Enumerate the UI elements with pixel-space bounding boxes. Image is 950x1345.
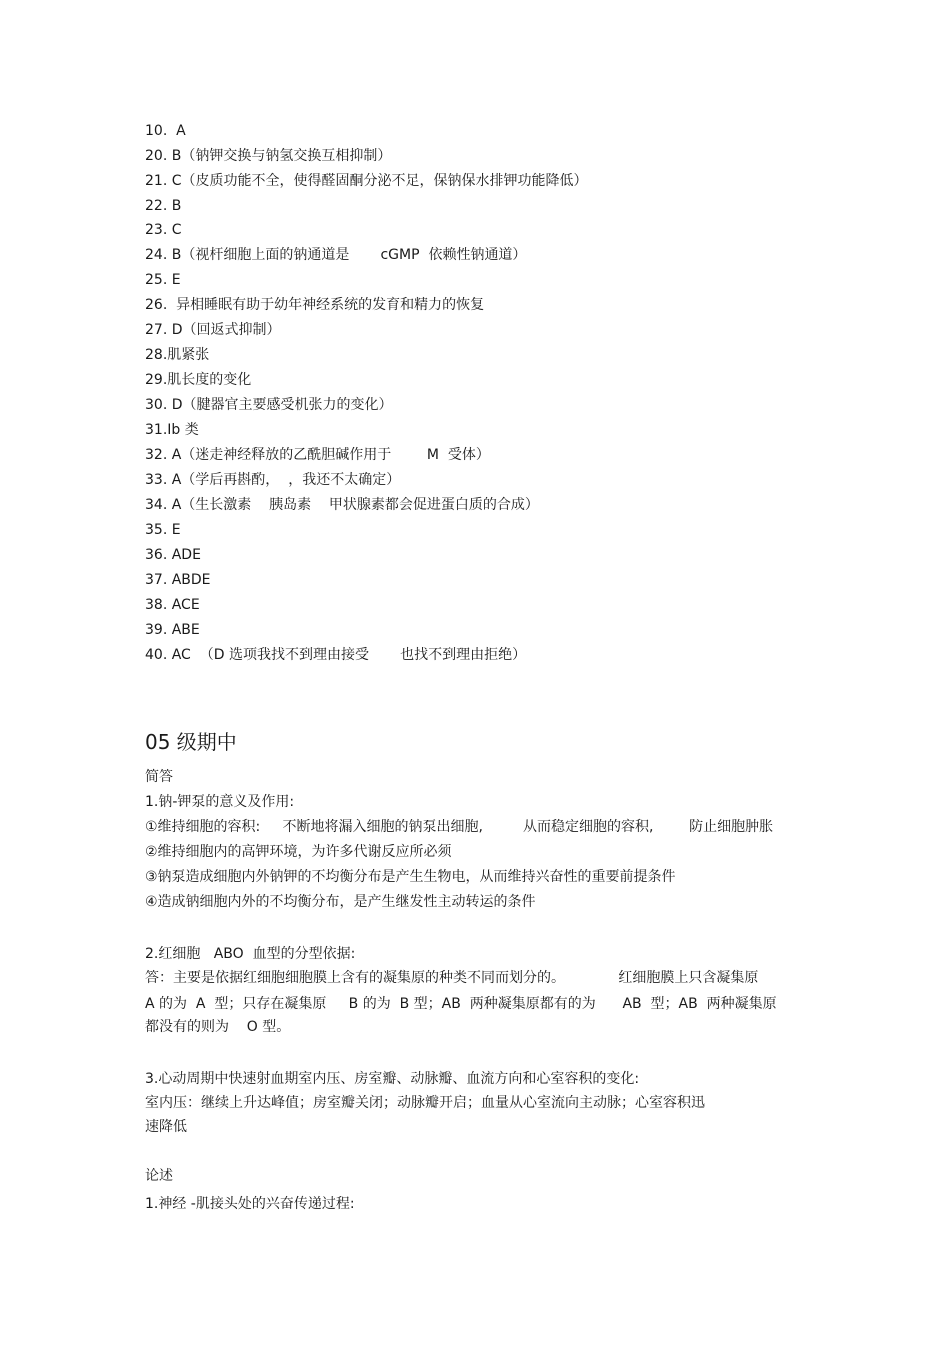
answer-line: 26. 异相睡眠有助于幼年神经系统的发育和精力的恢复 (145, 297, 485, 313)
answer-item: ②维持细胞内的高钾环境，为许多代谢反应所必须 (145, 844, 452, 860)
question-title: 1.神经 -肌接头处的兴奋传递过程: (145, 1196, 355, 1212)
answer-line: 23. C (145, 222, 182, 238)
answer-text: A 的为 A 型；只存在凝集原 B 的为 B 型；AB 两种凝集原都有的为 AB 型；AB 两种凝集原 (145, 996, 777, 1012)
answer-line: 25. E (145, 272, 181, 288)
answer-line: 34. A（生长激素 胰岛素 甲状腺素都会促进蛋白质的合成） (145, 497, 539, 513)
answer-item: ④造成钠细胞内外的不均衡分布，是产生继发性主动转运的条件 (145, 894, 536, 910)
question-title: 1.钠-钾泵的意义及作用: (145, 794, 295, 810)
answer-line: 20. B（钠钾交换与钠氢交换互相抑制） (145, 148, 392, 164)
answer-line: 10. A (145, 123, 186, 139)
question-title: 2.红细胞 ABO 血型的分型依据: (145, 946, 356, 962)
answer-line: 32. A（迷走神经释放的乙酰胆碱作用于 M 受体） (145, 447, 490, 463)
answer-line: 30. D（腱器官主要感受机张力的变化） (145, 397, 393, 413)
answer-line: 35. E (145, 522, 181, 538)
answer-item: ①维持细胞的容积: 不断地将漏入细胞的钠泵出细胞, 从而稳定细胞的容积, 防止细胞肿胀 (145, 819, 774, 835)
answer-line: 24. B（视杆细胞上面的钠通道是 cGMP 依赖性钠通道） (145, 247, 527, 263)
question-title: 3.心动周期中快速射血期室内压、房室瓣、动脉瓣、血流方向和心室容积的变化: (145, 1071, 640, 1087)
answer-line: 27. D（回返式抑制） (145, 322, 281, 338)
answer-text: 速降低 (145, 1119, 187, 1135)
section-title: 05 级期中 (145, 730, 237, 754)
essay-label: 论述 (145, 1168, 173, 1184)
answer-text: 都没有的则为 O 型。 (145, 1019, 291, 1035)
answer-line: 39. ABE (145, 622, 200, 638)
answer-text: 答：主要是依据红细胞细胞膜上含有的凝集原的种类不同而划分的。 红细胞膜上只含凝集原 (145, 970, 759, 986)
answer-line: 21. C（皮质功能不全，使得醛固酮分泌不足，保钠保水排钾功能降低） (145, 173, 588, 189)
answer-line: 38. ACE (145, 597, 200, 613)
answer-line: 22. B (145, 198, 182, 214)
answer-line: 36. ADE (145, 547, 201, 563)
answer-line: 28.肌紧张 (145, 347, 210, 363)
answer-line: 37. ABDE (145, 572, 211, 588)
answer-item: ③钠泵造成细胞内外钠钾的不均衡分布是产生生物电，从而维持兴奋性的重要前提条件 (145, 869, 676, 885)
answer-line: 40. AC （D 选项我找不到理由接受 也找不到理由拒绝） (145, 647, 527, 663)
short-answer-label: 简答 (145, 769, 173, 785)
answer-line: 29.肌长度的变化 (145, 372, 252, 388)
answer-text: 室内压：继续上升达峰值；房室瓣关闭；动脉瓣开启；血量从心室流向主动脉；心室容积迅 (145, 1095, 705, 1111)
answer-line: 31.Ib 类 (145, 422, 199, 438)
answer-line: 33. A（学后再斟酌， ，我还不太确定） (145, 472, 401, 488)
